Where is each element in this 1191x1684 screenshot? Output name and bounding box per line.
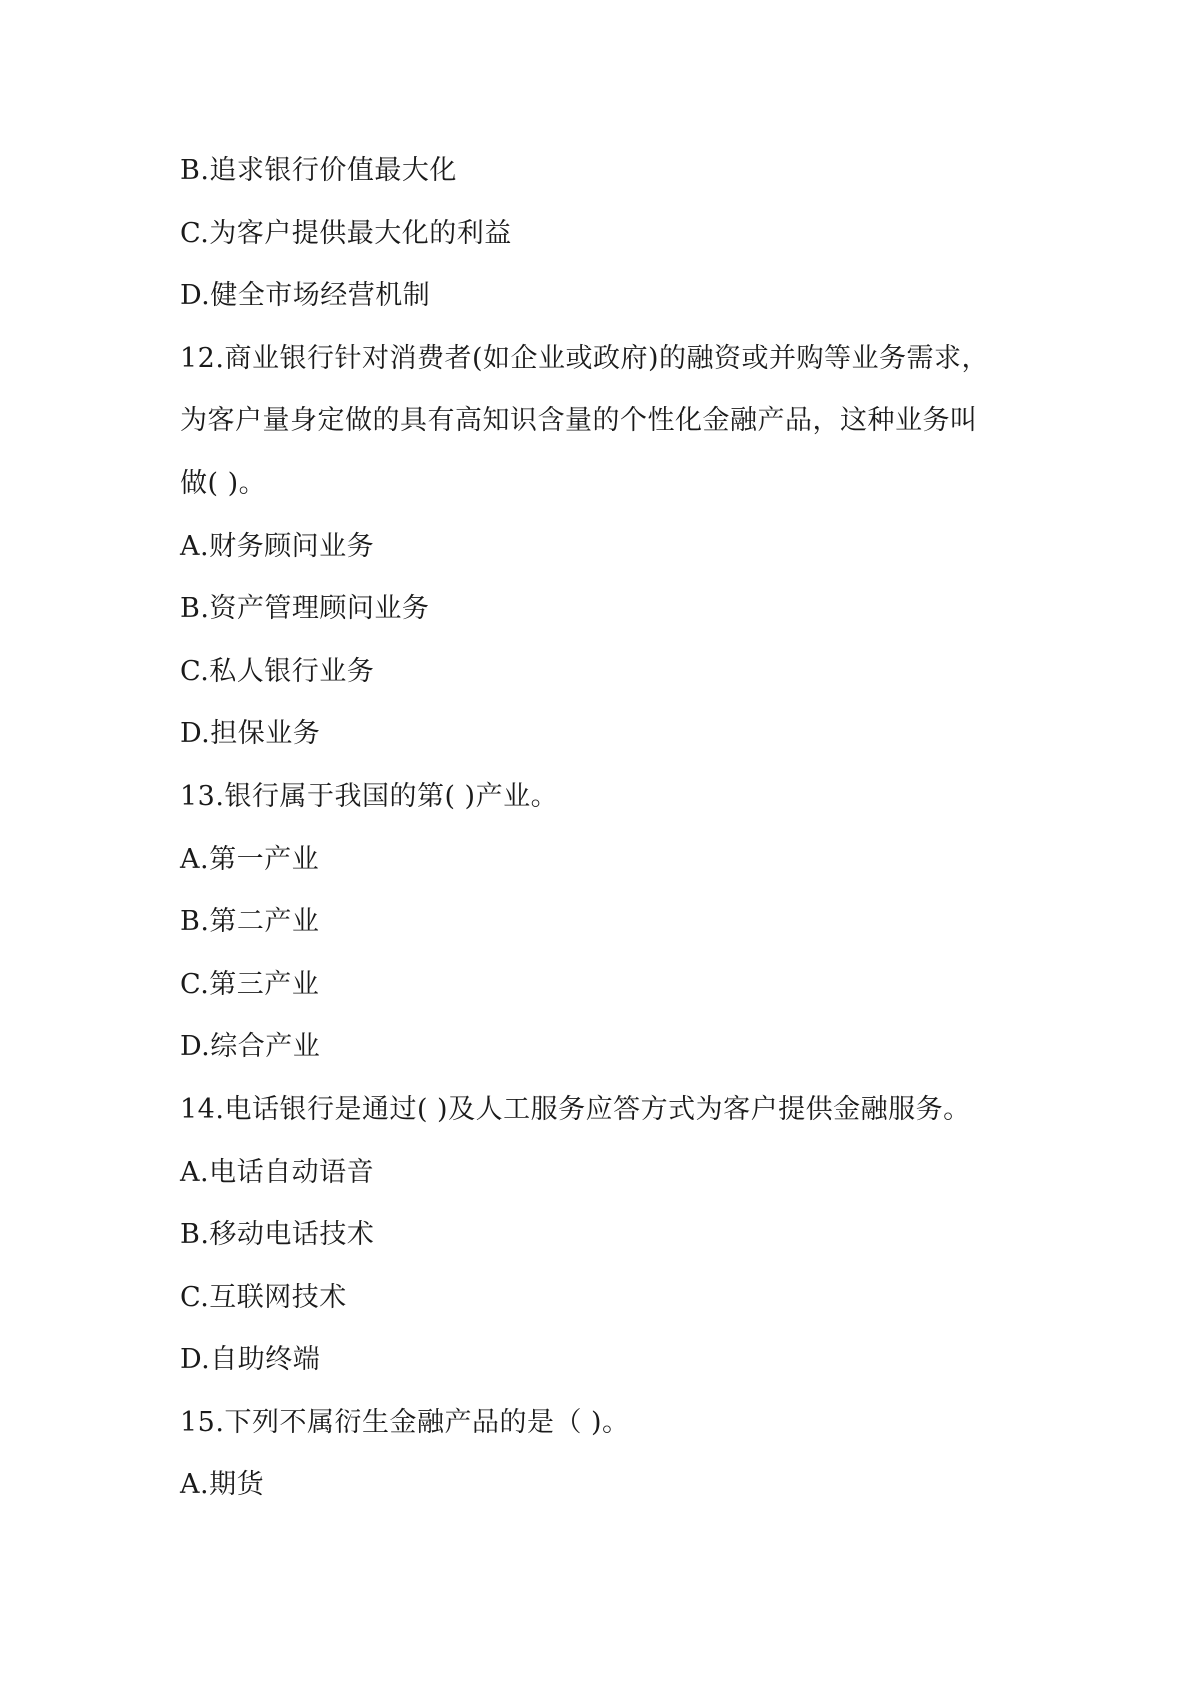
option-14-d: D.自助终端 <box>180 1344 321 1376</box>
option-14-a: A.电话自动语音 <box>180 1156 375 1188</box>
question-13: 13.银行属于我国的第( )产业。 <box>180 780 559 812</box>
question-15: 15.下列不属衍生金融产品的是（ )。 <box>180 1406 630 1438</box>
option-13-a: A.第一产业 <box>180 843 320 875</box>
option-12-b: B.资产管理顾问业务 <box>180 593 430 625</box>
document-body <box>180 140 1020 1517</box>
option-15-a: A.期货 <box>180 1469 265 1501</box>
option-12-c: C.私人银行业务 <box>180 655 375 687</box>
option-13-d: D.综合产业 <box>180 1031 321 1063</box>
option-13-c: C.第三产业 <box>180 968 320 1000</box>
option-14-b: B.移动电话技术 <box>180 1219 375 1251</box>
question-14: 14.电话银行是通过( )及人工服务应答方式为客户提供金融服务。 <box>180 1093 971 1125</box>
option-13-b: B.第二产业 <box>180 906 320 938</box>
option-11-c: C.为客户提供最大化的利益 <box>180 217 512 249</box>
question-12-line-2: 为客户量身定做的具有高知识含量的个性化金融产品，这种业务叫 <box>180 405 978 437</box>
option-14-c: C.互联网技术 <box>180 1281 347 1313</box>
question-12-line-1: 12.商业银行针对消费者(如企业或政府)的融资或并购等业务需求， <box>180 342 990 374</box>
option-12-a: A.财务顾问业务 <box>180 530 375 562</box>
option-11-b: B.追求银行价值最大化 <box>180 155 457 186</box>
option-12-d: D.担保业务 <box>180 718 321 750</box>
question-12-line-3: 做( )。 <box>180 467 267 499</box>
option-11-d: D.健全市场经营机制 <box>180 280 431 312</box>
